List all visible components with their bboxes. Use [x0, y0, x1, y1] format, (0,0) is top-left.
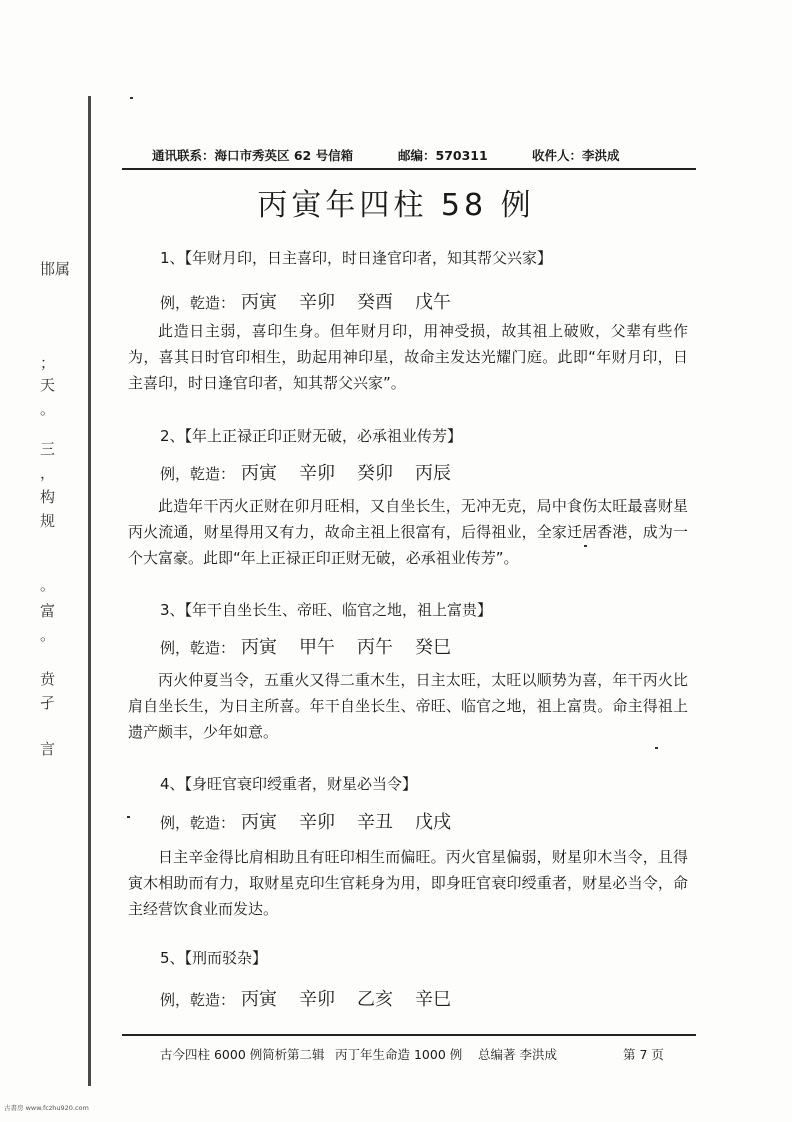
pillar-day: 癸卯	[357, 463, 394, 484]
margin-fragment: 邯属	[40, 260, 71, 278]
pillar-hour: 癸巳	[415, 637, 452, 658]
pillar-year: 丙寅	[241, 812, 278, 833]
chart-example	[160, 985, 473, 1011]
section-paragraph: 丙火仲夏当令，五重火又得二重木生，日主太旺，太旺以顺势为喜，年干丙火比肩自坐长生，为日主所喜。年干自坐长生、帝旺、临官之地，祖上富贵。命主得祖上遗产颇丰，少年如意。	[128, 671, 688, 741]
pillar-month: 辛卯	[299, 292, 336, 313]
margin-fragment: ，	[40, 464, 56, 482]
header-rule	[122, 168, 696, 170]
margin-fragment: 富	[40, 602, 56, 620]
binding-margin-line	[88, 96, 91, 1086]
footer-editor: 总编著 李洪成	[478, 1047, 557, 1062]
chart-example	[160, 288, 473, 314]
scan-speck	[130, 97, 133, 99]
scan-speck	[127, 816, 130, 818]
page-number: 第 7 页	[623, 1047, 664, 1062]
margin-fragment: 孑	[40, 694, 56, 712]
pillar-month: 辛卯	[299, 989, 336, 1010]
pillar-year: 丙寅	[241, 463, 278, 484]
footer-collection: 丙丁年生命造 1000 例	[335, 1047, 463, 1062]
site-watermark: 古書房 www.fczhu920.com	[4, 1104, 89, 1112]
pillar-day: 乙亥	[357, 989, 394, 1010]
margin-fragment: 贲	[40, 670, 56, 688]
pillar-year: 丙寅	[241, 989, 278, 1010]
section-heading: 2、【年上正禄正印正财无破，必承祖业传芳】	[160, 427, 463, 445]
chart-example	[160, 459, 473, 485]
section-paragraph: 日主辛金得比肩相助且有旺印相生而偏旺。丙火官星偏弱，财星卯木当令，且得寅木相助而有力，取财星克印生官耗身为用，即身旺官衰印绶重者，财星必当令，命主经营饮食业而发达。	[128, 848, 688, 918]
chart-example	[160, 633, 473, 659]
section-paragraph: 此造年干丙火正财在卯月旺相，又自坐长生，无冲无克，局中食伤太旺最喜财星丙火流通，财星得用又有力，故命主祖上很富有，后得祖业，全家迁居香港，成为一个大富豪。此即“年上正禄正印正财无破，必承祖业传芳”。	[128, 497, 688, 567]
margin-fragment: 天	[40, 376, 56, 394]
pillar-hour: 戊午	[415, 292, 452, 313]
example-lead: 例，乾造：	[160, 294, 236, 312]
example-lead: 例，乾造：	[160, 991, 236, 1009]
example-lead: 例，乾造：	[160, 639, 236, 657]
pillar-year: 丙寅	[241, 292, 278, 313]
pillar-day: 癸酉	[357, 292, 394, 313]
margin-fragment: 。	[40, 400, 56, 418]
pillar-year: 丙寅	[241, 637, 278, 658]
pillar-month: 辛卯	[299, 812, 336, 833]
pillar-day: 丙午	[357, 637, 394, 658]
margin-fragment: 。	[40, 576, 56, 594]
pillar-hour: 丙辰	[415, 463, 452, 484]
pillar-month: 辛卯	[299, 463, 336, 484]
pillar-hour: 戊戌	[415, 812, 452, 833]
example-lead: 例，乾造：	[160, 814, 236, 832]
margin-fragment: 规	[40, 512, 56, 530]
section-heading: 5、【刑而驳杂】	[160, 949, 268, 967]
scan-speck	[655, 747, 658, 749]
pillar-month: 甲午	[299, 637, 336, 658]
pillar-hour: 辛巳	[415, 989, 452, 1010]
section-heading: 1、【年财月印，日主喜印，时日逢官印者，知其帮父兴家】	[160, 249, 553, 267]
margin-fragment: 构	[40, 488, 56, 506]
example-lead: 例，乾造：	[160, 465, 236, 483]
margin-fragment: ；	[40, 354, 56, 372]
page-title: 丙寅年四柱 58 例	[257, 188, 535, 223]
chart-example	[160, 808, 473, 834]
footer-volume: 第二辑	[287, 1047, 325, 1062]
margin-fragment: 三	[40, 440, 56, 458]
margin-fragment: 。	[40, 626, 56, 644]
pillar-day: 辛丑	[357, 812, 394, 833]
footer-rule	[122, 1034, 696, 1036]
recipient: 收件人：李洪成	[532, 148, 620, 163]
margin-fragment: 言	[40, 740, 56, 758]
section-heading: 4、【身旺官衰印绶重者，财星必当令】	[160, 775, 418, 793]
contact-address: 通讯联系：海口市秀英区 62 号信箱	[152, 148, 354, 163]
postcode: 邮编：570311	[398, 148, 488, 163]
section-paragraph: 此造日主弱，喜印生身。但年财月印，用神受损，故其祖上破败，父辈有些作为，喜其日时官印相生，助起用神印星，故命主发达光耀门庭。此即“年财月印，日主喜印，时日逢官印者，知其帮父兴家”。	[128, 322, 688, 392]
footer-book-title: 古今四柱 6000 例简析	[160, 1047, 288, 1062]
section-heading: 3、【年干自坐长生、帝旺、临官之地，祖上富贵】	[160, 601, 493, 619]
